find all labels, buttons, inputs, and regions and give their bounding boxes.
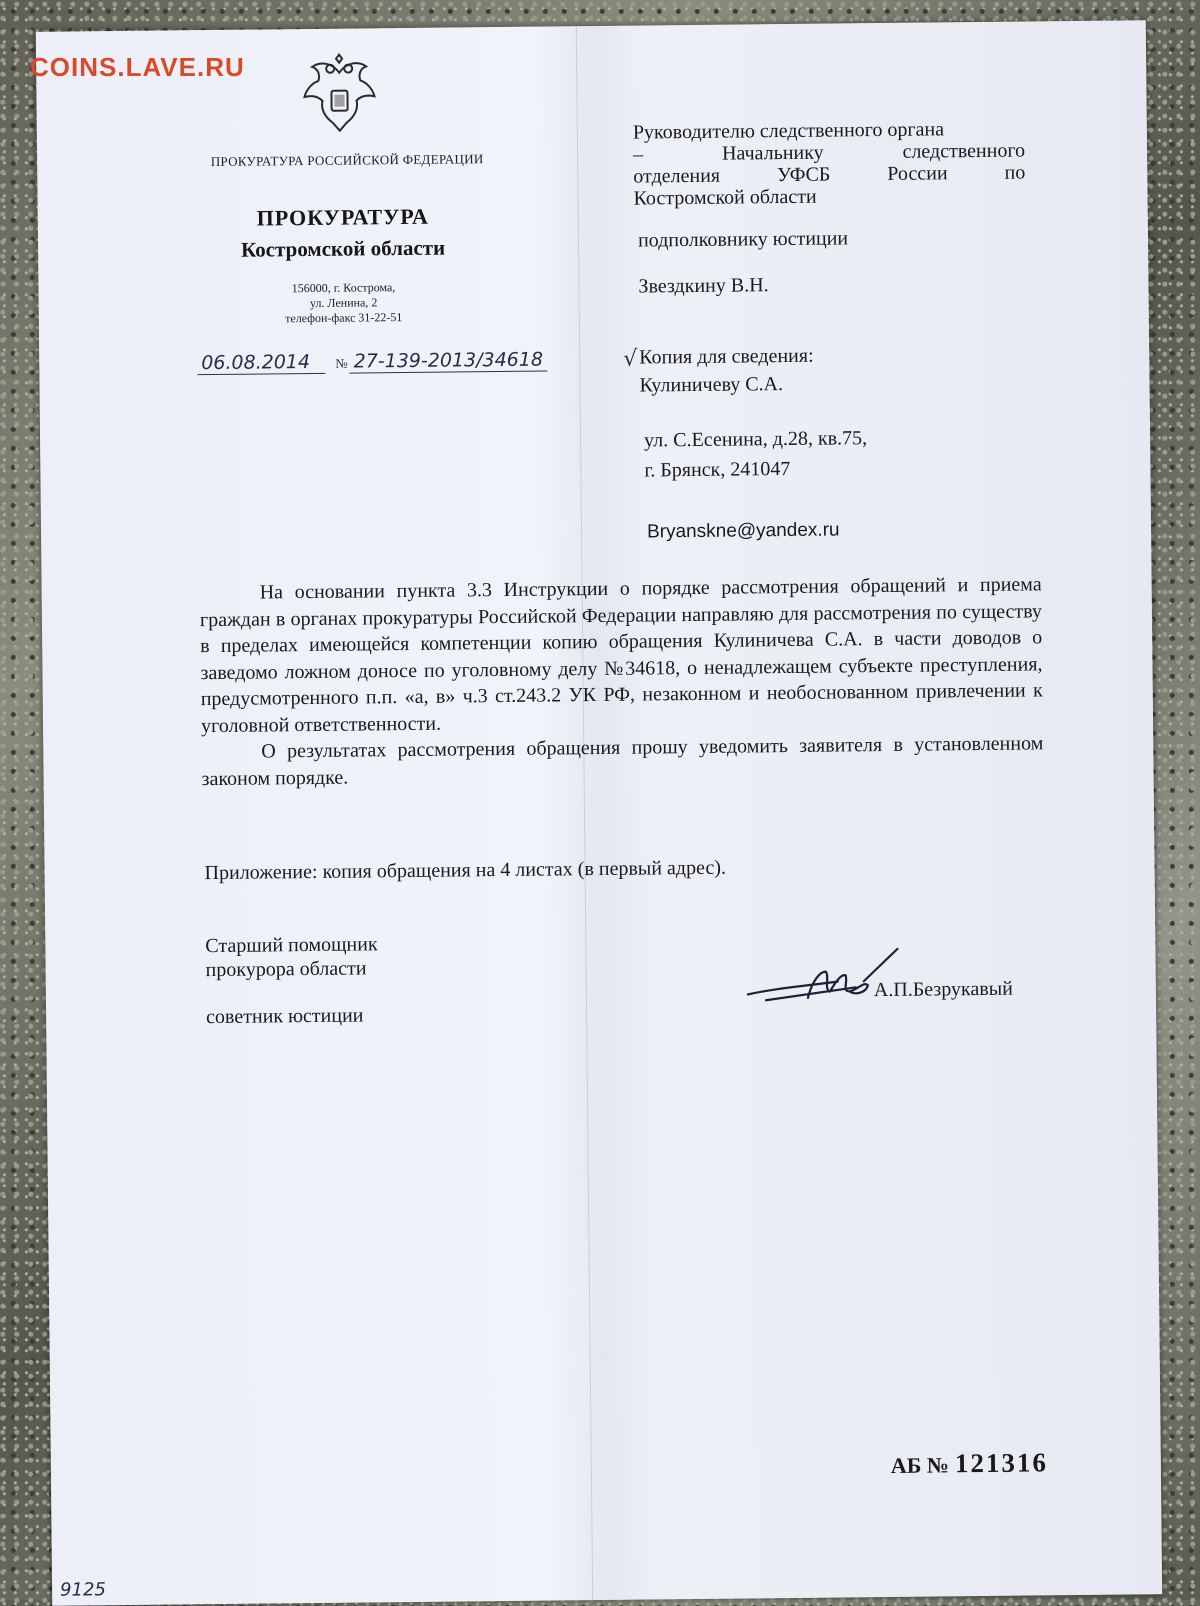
check-mark-icon: √ [623,346,638,372]
handwritten-corner-mark: 9125 [59,1579,107,1601]
serial-value: 121316 [954,1447,1049,1479]
serial-number [891,1447,1048,1480]
signer-position [205,932,378,982]
document-sheet [36,20,1162,1606]
recipient-block [633,118,1026,210]
copy-address [644,423,868,485]
recipient-line: Руководителю следственного органа [632,118,945,144]
org-address [218,279,468,327]
serial-prefix: АБ № [890,1452,950,1478]
copy-recipient-name: Кулиничеву С.А. [639,373,784,397]
recipient-line: – Начальнику следственного [632,139,1026,166]
coat-of-arms-icon [294,52,385,143]
recipient-name: Звездкину В.Н. [638,274,769,298]
signer-position-line: Старший помощник [205,933,378,958]
copy-email: Bryanskne@yandex.ru [646,519,840,543]
attachment-note: Приложение: копия обращения на 4 листах (в первый адрес). [204,856,727,885]
registration-number: 27-139-2013/34618 [350,349,548,374]
fold-line [576,26,593,1600]
copy-label: Копия для сведения: [639,344,814,369]
org-title: ПРОКУРАТУРА [256,203,429,231]
body-paragraph: О результатах рассмотрения обращения прошу уведомить заявителя в установленном законом порядке. [201,732,1044,790]
org-region: Костромской области [240,235,446,262]
registration-line [197,349,547,376]
watermark-text: COINS.LAVE.RU [30,52,245,82]
copy-address-line: ул. С.Есенина, д.28, кв.75, [643,427,868,452]
recipient-rank: подполковнику юстиции [637,227,849,252]
body-paragraph: На основании пункта 3.3 Инструкции о порядке рассмотрения обращений и приема граждан в органах прокуратуры Российской Федерации направляю для рассмотрения по существу в пределах имеющейся компетенции копию обращения Кулиничева С.А. в части доводов о заведомо ложном доносе по уголовному делу №34618, о ненадлежащем субъекте преступления, предусмотренного п.п. «а, в» ч.3 ст.243.2 УК РФ, незаконном и необоснованном привлечении к уголовной ответственности. [199,573,1043,737]
signer-position-line: прокурора области [205,957,367,982]
recipient-line: Костромской области [633,185,817,210]
org-header-line: ПРОКУРАТУРА РОССИЙСКОЙ ФЕДЕРАЦИИ [210,151,484,170]
org-address-line: 156000, г. Кострома, [291,280,396,296]
signer-rank: советник юстиции [206,1004,364,1029]
org-address-line: телефон-факс 31-22-51 [285,310,403,326]
letter-body [200,571,1044,792]
recipient-line: отделения УФСБ России по [633,161,1026,188]
registration-number-label: № [335,355,348,371]
registration-date: 06.08.2014 [197,351,325,375]
copy-block [623,342,814,400]
copy-address-line: г. Брянск, 241047 [644,457,791,482]
org-address-line: ул. Ленина, 2 [309,295,378,310]
signer-name: А.П.Безрукавый [873,977,1013,1002]
